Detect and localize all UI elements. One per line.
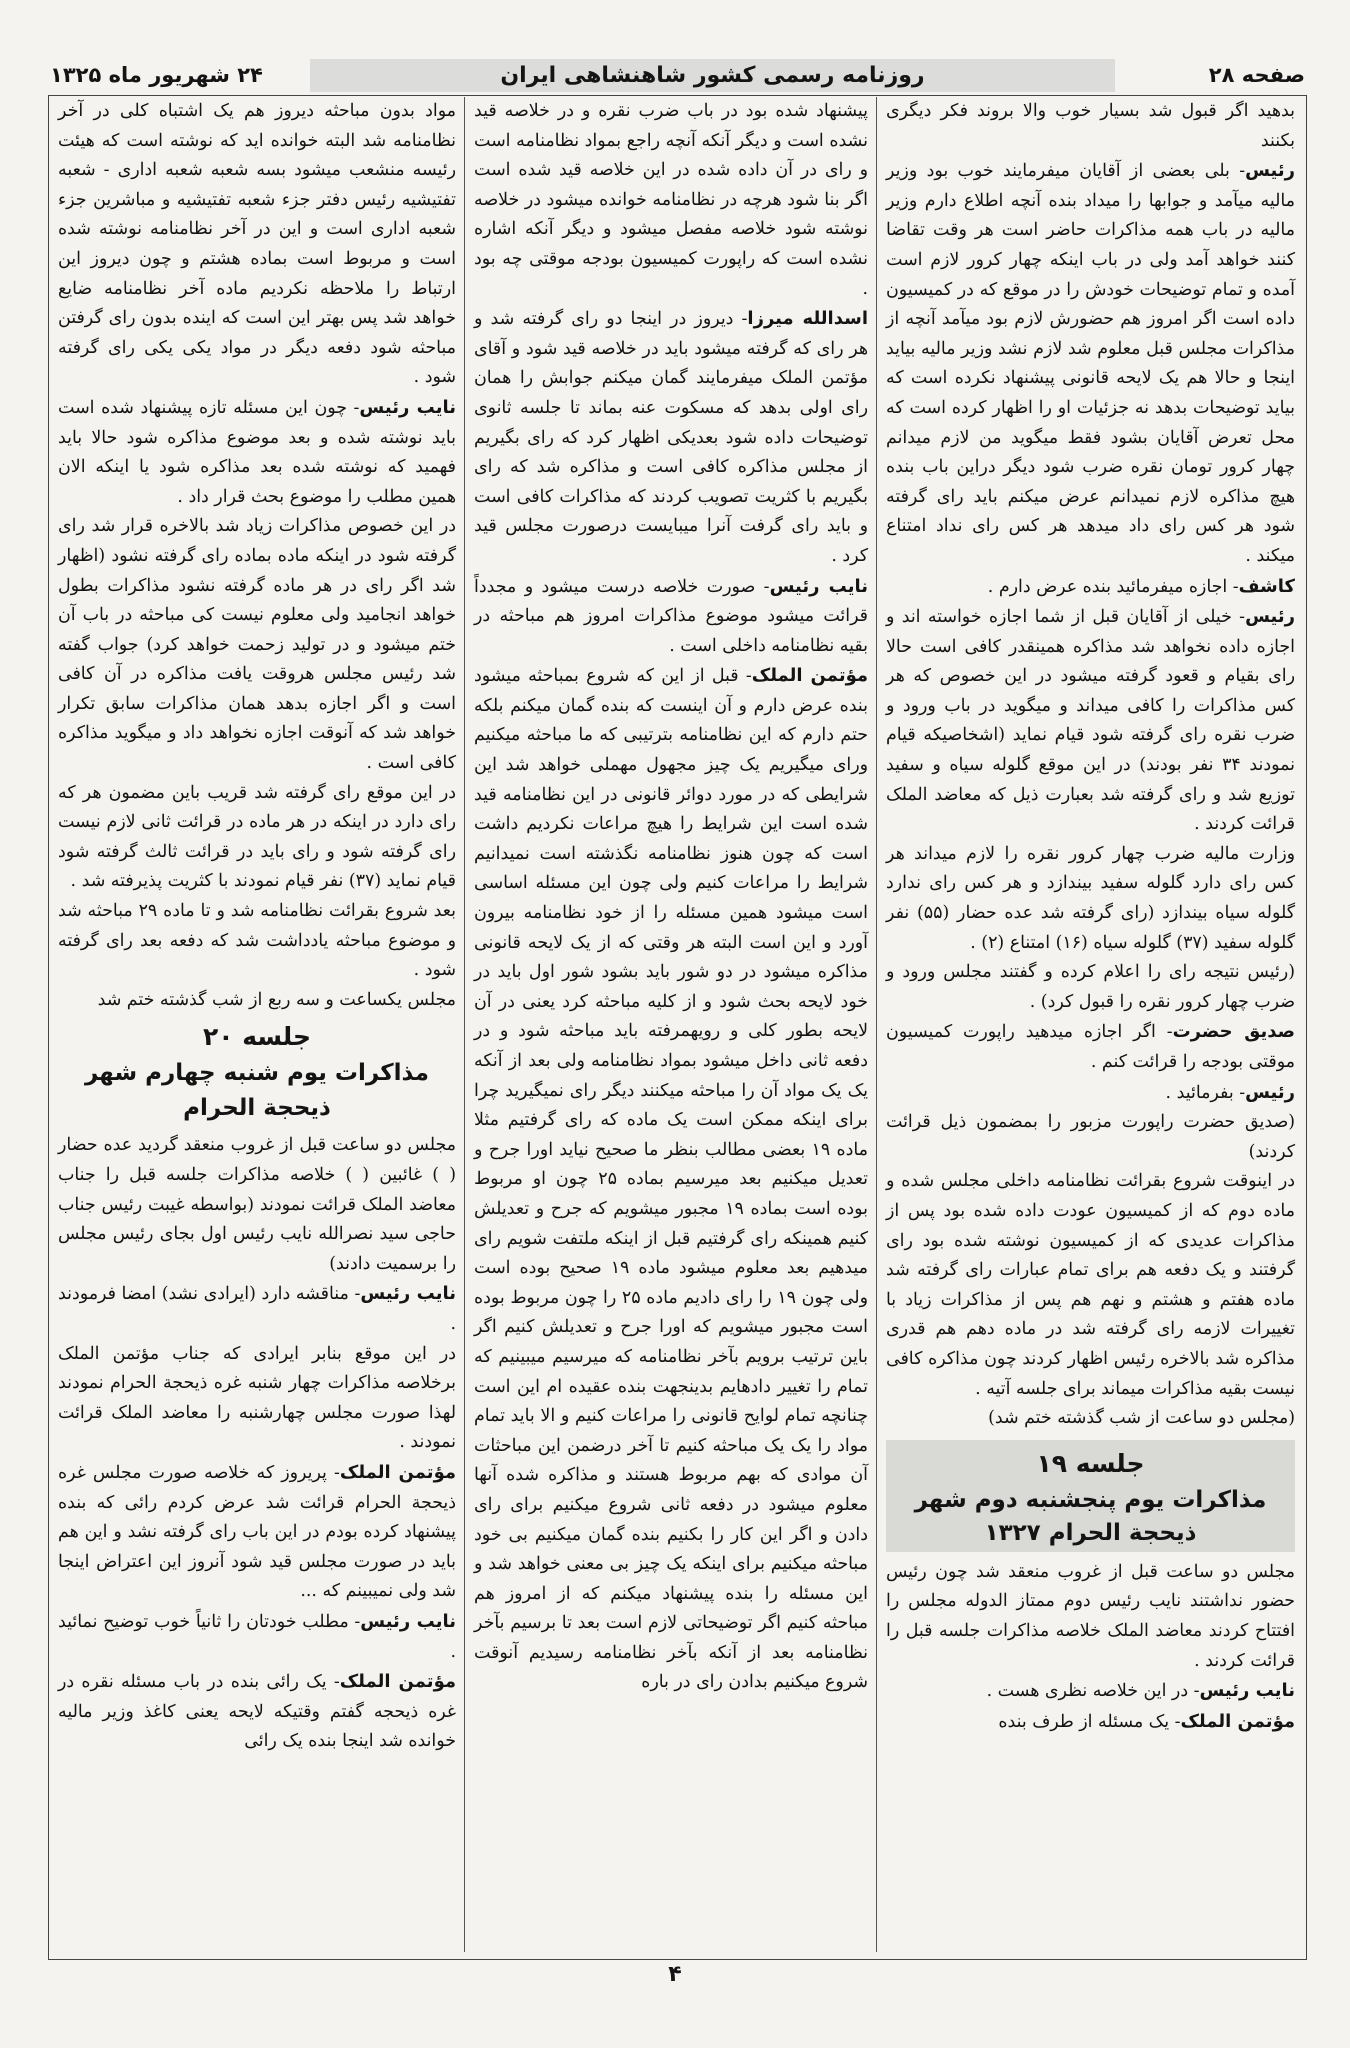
paragraph (886, 156, 1295, 571)
paragraph: (مجلس دو ساعت از شب گذشته ختم شد) (988, 1408, 1295, 1429)
speech-text: - بفرمائید . (1165, 1082, 1246, 1103)
column-rule (464, 97, 465, 1952)
speech-text: - یک رائی بنده در باب مسئله نقره در غره ذیحجه گفتم وقتیکه لایحه یعنی کاغذ وزیر مالیه خوانده شد اینجا بنده یک رائی (58, 1672, 456, 1752)
page-header (50, 55, 1305, 95)
paragraph (474, 572, 868, 662)
speech-text: - اگر اجازه میدهید راپورت کمیسیون موقتی بودجه را قرائت کنم . (886, 1022, 1295, 1072)
session-heading: جلسه ۱۹ (1036, 1448, 1145, 1478)
paragraph (58, 1458, 456, 1607)
speaker-name: رئیس (1245, 1081, 1295, 1103)
paragraph (474, 304, 868, 571)
paragraph (474, 661, 868, 1698)
paragraph: در اینوقت شروع بقرائت نظامنامه داخلی مجلس شده و ماده دوم که از کمیسیون عودت داده شده بود پس از مذاکرات عدیدی که از کمیسیون نوشته شده بود رای گرفتند و یک دفعه هم برای تمام عبارات رای گرفته شد ماده هفتم و هشتم و نهم هم پس از مذاکرات زیاد با تغییرات لازمه رای گرفته شد در ماده دهم هم قدری مذاکره شد بالاخره رئیس اظهار کردند چون مذاکره کافی نیست بقیه مذاکرات میماند برای جلسه آتیه . (886, 1171, 1295, 1399)
paragraph: پیشنهاد شده بود در باب ضرب نقره و در خلاصه قید نشده است و دیگر آنکه آنچه راجع بمواد نظامنامه است و رای در آن داده شده در این خلاصه قید شده است اگر بنا شود هرچه در نظامنامه خوانده میشود در خلاصه نوشته شود خلاصه مفصل میشود و دیگر آنکه اشاره نشده است که راپورت کمیسیون بودجه موقتی چه بود . (474, 101, 868, 299)
speaker-name: کاشف (1238, 575, 1295, 597)
issue-date: ۲۴ شهریور ماه ۱۳۲۵ (50, 63, 263, 87)
speaker-name: اسدالله میرزا (747, 308, 868, 330)
paragraph: مجلس دو ساعت قبل از غروب منعقد شد چون رئیس حضور نداشتند نایب رئیس دوم ممتاز الدوله مجلس را افتتاح کردند معاضد الملک خلاصه مذاکرات جلسه قبل را قرائت کردند . (886, 1561, 1295, 1671)
session-subheading: مذاکرات یوم شنبه چهارم شهر (85, 1060, 429, 1087)
speaker-name: مؤتمن الملک (1180, 1710, 1295, 1732)
speech-text: - اجازه میفرمائید بنده عرض دارم . (987, 576, 1239, 597)
speech-text: - قبل از این که شروع بمباحثه میشود بنده عرض دارم و آن اینست که بنده گمان میکنم بلکه حتم دارم که این نظامنامه بترتیبی که ما مباحثه میکنیم ورای میگیریم یک چیز مجهول مهملی خواهد شد این شرایطی که در مورد دوائر قانونی در این نظامنامه قید شده است این شرایط را هیچ مراعات نکردیم داشت است که چون هنوز نظامنامه نگذشته است نمیدانیم شرایط را مراعات کنیم ولی چون این مسئله اساسی است میشود همین مسئله را از خود نظامنامه بیرون آورد و این است البته هر وقتی که از یک لایحه قانونی مذاکره میشود در دو شور باید بشود شور اول باید در خود لایحه بحث شود و از کلیه مباحثه کرد یعنی در آن لایحه بطور کلی و رویهمرفته باید مباحثه شود و در دفعه ثانی داخل میشود بمواد نظامنامه ولی بعد از آنکه یک یک مواد آن را مباحثه میکنند دیگر رای نمیگیرید چرا برای اینکه ممکن است یک ماده که رای گرفتیم مثلا ماده ۱۹ بعضی مطالب بنظر ما صحیح نیاید اورا جرح و تعدیل میکنیم بعد میرسیم بماده ۲۵ چون او مربوط بوده است بماده ۱۹ مجبور میشویم که جرح و تعدیلش کنیم همینکه رای گرفتیم قبل از اینکه ملتفت شویم رای میدهیم بعد معلوم میشود ماده ۱۹ صحیح بوده است ولی چون ۱۹ را رای دادیم ماده ۲۵ را چون مربوط بوده است مجبور میشویم که اورا جرح و تعدیلش کنیم اگر باین ترتیب برویم بآخر نظامنامه که میرسیم میبینیم که تمام را تغییر دادهایم بدینجهت بنده عقیده ام این است چنانچه تمام لوایح قانونی را مراعات کنیم و الا باید تمام مواد را یک یک مباحثه کنیم تا آخر درضمن این مباحثات آن موادی که بهم مربوط هستند و مذاکره شده آنها معلوم میشود در دفعه ثانی شروع میکنیم برای رای دادن و اگر این کار را بکنیم بنده گمان میکنیم بی خود مباحثه میکنیم برای اینکه یک چیز بی معنی خواهد شد و این مسئله را بنده پیشنهاد میکنم که از امروز هم مباحثه کنیم اگر توضیحاتی لازم است بعد تا برسیم بآخر نظامنامه بعد از آنکه بآخر نظامنامه رسیدیم آنوقت شروع میکنیم بدادن رای در باره (474, 666, 869, 1693)
paragraph (886, 1676, 1295, 1707)
speaker-name: مؤتمن الملک (339, 1461, 456, 1483)
speech-text: - مناقشه دارد (ایرادی نشد) امضا فرمودند . (58, 1284, 456, 1334)
session-subheading: ذیحجة الحرام (183, 1095, 331, 1122)
session-heading: جلسه ۲۰ (202, 1022, 312, 1052)
speaker-name: رئیس (1245, 160, 1295, 182)
paragraph: مجلس دو ساعت قبل از غروب منعقد گردید عده حضار ( ) غائبین ( ) خلاصه مذاکرات جلسه قبل را جناب معاضد الملک قرائت نمودند (بواسطه غیبت رئیس جناب حاجی سید نصرالله نایب رئیس اول بجای رئیس مجلس را برسمیت دادند) (58, 1135, 456, 1274)
paragraph (886, 1078, 1295, 1109)
paragraph (58, 1279, 456, 1339)
paragraph (886, 1707, 1295, 1738)
paragraph: (صدیق حضرت راپورت مزبور را بمضمون ذیل قرائت کردند) (886, 1112, 1295, 1162)
session-subheading: مذاکرات یوم پنجشنبه دوم شهر (914, 1486, 1267, 1513)
session-subheading: ذیحجة الحرام ۱۳۲۷ (984, 1519, 1197, 1546)
speech-text: - خیلی از آقایان قبل از شما اجازه خواسته اند و اجازه داده نخواهد شد مذاکره همینقدر کافی است حالا رای بقیام و قعود گرفته میشود در این خصوص که هر کس مذاکرات را کافی میداند و میگوید در باب ورود و ضرب نقره رای گرفته شود قیام نماید (اشخاصیکه قیام نمودند ۳۴ نفر بودند) در این موقع گلوله سیاه و سفید توزیع شد و رای گرفته شد بعبارت ذیل که معاضد الملک قرائت کردند . (886, 607, 1295, 835)
speaker-name: نایب رئیس (1199, 1680, 1295, 1702)
column-left (50, 97, 464, 1952)
speaker-name: صدیق حضرت (1172, 1021, 1295, 1043)
column-middle (466, 97, 876, 1952)
speech-text: - پریروز که خلاصه صورت مجلس غره ذیحجة الحرام قرائت شد عرض کردم رائی که بنده پیشنهاد کرده بودم در این باب رای گرفته نشد و این هم باید در صورت مجلس قید شود آنروز این اعتراض اینجا شد ولی نمیبینم که ... (58, 1462, 456, 1602)
speaker-name: مؤتمن الملک (751, 665, 869, 687)
column-right (878, 97, 1303, 1952)
speaker-name: نایب رئیس (359, 396, 456, 418)
speech-text: - چون این مسئله تازه پیشنهاد شده است باید نوشته شده و بعد موضوع مذاکره شود حالا باید فهمید که نوشته شده بعد مذاکره شود یا اینکه الان همین مطلب را موضوع بحث قرار داد . (58, 397, 456, 507)
page-label: صفحه ۲۸ (1208, 63, 1305, 87)
session-heading-box (886, 1440, 1295, 1552)
paragraph (886, 602, 1295, 840)
speaker-name: نایب رئیس (360, 1610, 456, 1632)
speech-text: - یک مسئله از طرف بنده (998, 1711, 1181, 1732)
paragraph (886, 572, 1295, 603)
paragraph: وزارت مالیه ضرب چهار کرور نقره را لازم میداند هر کس رای دارد گلوله سفید بیندازد و هر کس رای ندارد گلوله سیاه بیندازد (رای گرفته شد عده حضار (۵۵) نفر گلوله سفید (۳۷) گلوله سیاه (۱۶) امتناع (۲) . (886, 843, 1295, 953)
paragraph: در این موقع رای گرفته شد قریب باین مضمون هر که رای دارد در اینکه در هر ماده در قرائت ثانی لازم نیست رای گرفته شود و رای باید در قرائت ثالث گرفته شود قیام نماید (۳۷) نفر قیام نمودند با کثریت پذیرفته شد . (58, 782, 456, 892)
newspaper-title: روزنامه رسمی کشور شاهنشاهی ایران (310, 59, 1115, 92)
paragraph: بعد شروع بقرائت نظامنامه شد و تا ماده ۲۹ مباحثه شد و موضوع مباحثه یادداشت شد که دفعه بعد رای گرفته شود . (58, 901, 456, 981)
paragraph (58, 1667, 456, 1757)
speech-text: - در این خلاصه نظری هست . (986, 1681, 1200, 1702)
paragraph: در این خصوص مذاکرات زیاد شد بالاخره قرار شد رای گرفته شود در اینکه ماده بماده رای گرفته نشود (اظهار شد اگر رای در هر ماده گرفته نشود مذاکرات بطول خواهد انجامید ولی معلوم نیست کی مباحثه در باب آن ختم میشود و در تولید زحمت خواهد کرد) جواب گفته شد رئیس مجلس هروقت یافت مذاکره در آن کافی است و اگر اجازه بدهد همان مذاکرات سابق تکرار خواهد شد که آنوقت اجازه نخواهد داد و میگوید مذاکره کافی است . (58, 516, 456, 774)
speech-text: - دیروز در اینجا دو رای گرفته شد و هر رای که گرفته میشود باید در خلاصه قید شود و آقای مؤتمن الملک میفرمایند گمان میکنم جوابش را همان رای اولی بدهد که مسکوت عنه بماند تا جلسه ثانوی توضیحات داده شود بعدیکی اظهار کرد که رای بگیریم از مجلس مذاکره کافی است و مذاکره شد که رای بگیریم با کثریت تصویب کردند که مذاکرات کافی است و باید رای گرفت آنرا میبایست درصورت مجلس قید کرد . (474, 309, 868, 566)
footer-page-number: ۴ (668, 1962, 682, 1987)
speaker-name: رئیس (1245, 606, 1295, 628)
paragraph (886, 1017, 1295, 1077)
speech-text: - صورت خلاصه درست میشود و مجدداً قرائت میشود موضوع مذاکرات امروز هم مباحثه در بقیه نظامنامه داخلی است . (474, 576, 868, 656)
paragraph: مجلس یکساعت و سه ربع از شب گذشته ختم شد (97, 989, 456, 1010)
speaker-name: مؤتمن الملک (339, 1671, 457, 1693)
paragraph: در این موقع بنابر ایرادی که جناب مؤتمن الملک برخلاصه مذاکرات چهار شنبه غره ذیحجة الحرام نمودند لهذا صورت مجلس چهارشنبه را معاضد الملک قرائت نمودند . (58, 1343, 456, 1453)
speech-text: - مطلب خودتان را ثانیاً خوب توضیح نمائید . (58, 1611, 456, 1662)
paragraph: بدهید اگر قبول شد بسیار خوب والا بروند فکر دیگری بکنند (886, 101, 1295, 151)
speaker-name: نایب رئیس (769, 575, 868, 597)
paragraph: مواد بدون مباحثه دیروز هم یک اشتباه کلی در آخر نظامنامه شد البته خوانده اید که نوشته است که هیئت رئیسه منشعب میشود بسه شعبه شعبه اداری - شعبه تفتیشیه رئیس دفتر جزء شعبه تفتیشیه و مباشرین جزء شعبه اداری است و این در آخر نظامنامه نوشته شده است و مربوط است بماده هشتم و چون دیروز این ارتباط را ملاحظه نکردیم ماده آخر نظامنامه ضایع خواهد شد پس بهتر این است که اینده بدون رای گرفتن مباحثه شود دفعه دیگر در مواد یکی یکی رای گرفته شود . (58, 101, 456, 388)
speaker-name: نایب رئیس (360, 1283, 456, 1305)
speech-text: - بلی بعضی از آقایان میفرمایند خوب بود وزیر مالیه میآمد و جوابها را میداد بنده آنچه اطلاع دارم وزیر مالیه در باب همه مذاکرات حاضر است هر وقت تقاضا کنند خواهد آمد ولی در باب اینکه چهار کرور لازم است آمده و تمام توضیحات خودش را در موقع که در کمیسیون داده است اگر امروز هم حضورش لازم بود میآمد آنچه از مذاکرات مجلس قبل معلوم شد لازم نشد وزیر مالیه بیاید اینجا و حالا هم یک لایحه قانونی پیشنهاد نکرده است که بیاید توضیحات بدهد نه جزئیات او را اظهار کرده است که محل تعرض آقایان بشود فقط میگوید من لازم میدانم چهار کرور تومان نقره ضرب شود دیگر دراین باب بنده هیچ مذاکره لازم نمیدانم عرض میکنم باید رای گرفته شود هر کس رای داد میدهد هر کس رای نداد امتناع میکند . (886, 161, 1295, 566)
paragraph (58, 393, 456, 512)
paragraph: (رئیس نتیجه رای را اعلام کرده و گفتند مجلس ورود و ضرب چهار کرور نقره را قبول کرد) . (886, 962, 1295, 1012)
column-rule (876, 97, 877, 1952)
paragraph (58, 1607, 456, 1667)
